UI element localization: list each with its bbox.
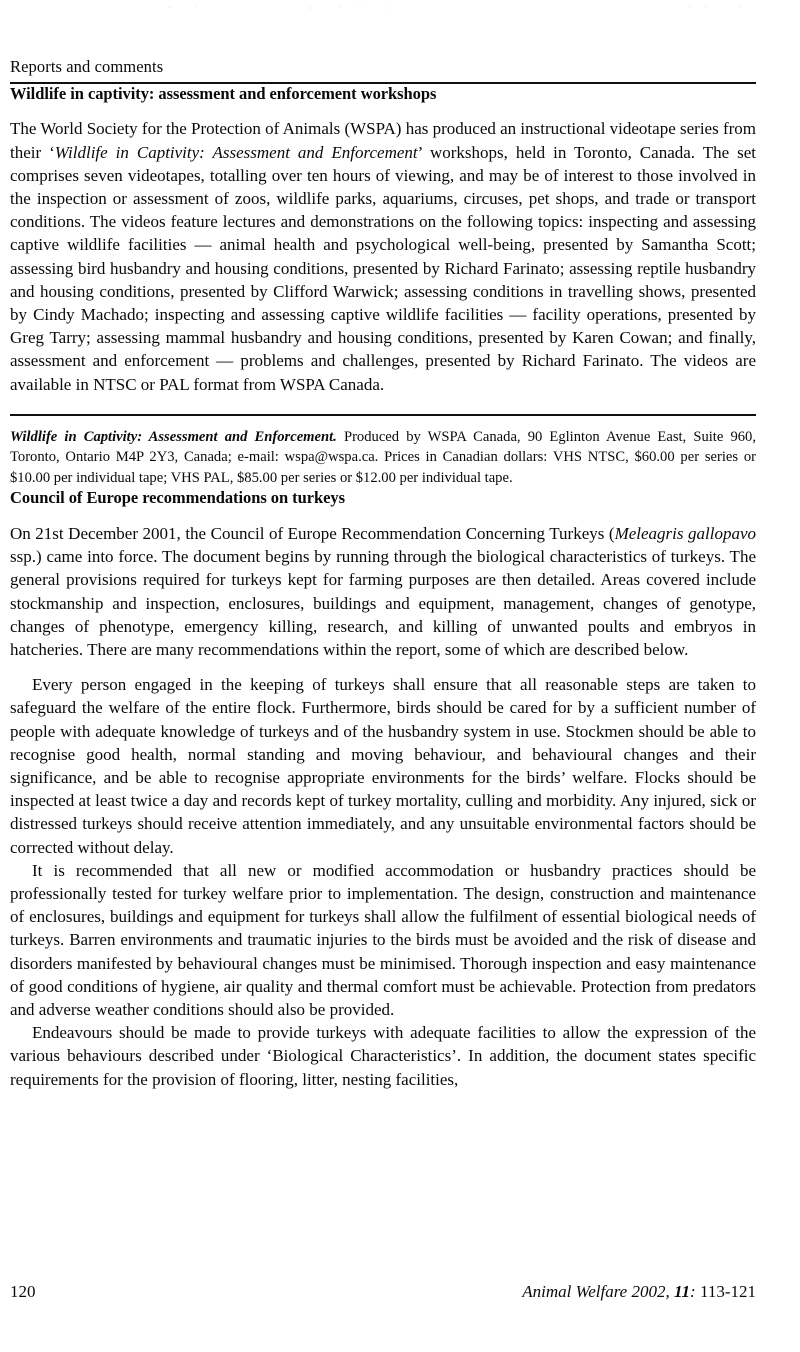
text-run-italic-species-name: Meleagris gallopavo [614,523,757,543]
section-title-council-europe-turkeys: Council of Europe recommendations on turkeys [10,488,345,508]
text-run: Endeavours should be made to provide turkeys with adequate facilities to allow the expression of the various behaviours described under ‘Biological Characteristics’. In addition, the document states specific requirements for the provision of flooring, litter, nesting facilities, [10,1023,756,1089]
page-content [10,0,756,1091]
text-run-italic-title: Wildlife in Captivity: Assessment and Enforcement [54,142,418,162]
text-run: It is recommended that all new or modified accommodation or husbandry practices should be professionally tested for turkey welfare prior to implementation. The design, construction and maintenance of enclosures, buildings and equipment for turkeys shall allow the fulfilment of essential biological needs of turkeys. Barren environments and traumatic injuries to the birds must be avoided and the risk of disease and disorders manifested by behavioural changes must be minimised. Thorough inspection and easy maintenance of good conditions of hygiene, air quality and thermal comfort must be achievable. Protection from predators and adverse weather conditions should also be provided. [10,860,756,1020]
paragraph-wspa-videotape-series [10,117,756,395]
text-run: ’ workshops, held in Toronto, Canada. The set comprises seven videotapes, totalling over ten hours of viewing, and may be of interest to those involved in the inspection or assessment of zoos, wildlife parks, aquariums, circuses, pet shops, and trade or transport conditions. The videos feature lectures and demonstrations on the following topics: inspecting and assessing captive wildlife facilities — animal health and psychological well-being, presented by Samantha Scott; assessing bird husbandry and housing conditions, presented by Richard Farinato; assessing reptile husbandry and housing conditions, presented by Clifford Warwick; assessing conditions in travelling shows, presented by Cindy Machado; inspecting and assessing captive wildlife facilities — facility operations, presented by Greg Tarry; assessing mammal husbandry and housing conditions, presented by Karen Cowan; and finally, assessment and enforcement — problems and challenges, presented by Richard Farinato. The videos are available in NTSC or PAL format from WSPA Canada. [10,142,756,394]
paragraph-endeavours-facilities [10,1021,756,1091]
journal-volume: 11 [673,1282,691,1301]
section-title-wildlife-captivity: Wildlife in captivity: assessment and enforcement workshops [10,83,437,103]
paragraph-recommendation-in-force [10,522,756,661]
paragraph-keeping-of-turkeys [10,673,756,859]
page-footer [10,1281,756,1302]
paragraph-accommodation-husbandry-practices [10,859,756,1021]
text-run: Every person engaged in the keeping of turkeys shall ensure that all reasonable steps are taken to safeguard the welfare of the entire flock. Furthermore, birds should be cared for by a sufficient number of people with adequate knowledge of turkeys and of the husbandry system in use. Stockmen should be able to recognise good health, normal standing and moving behaviour, and behavioural changes and their significance, and be able to recognise appropriate environments for the birds’ welfare. Flocks should be inspected at least twice a day and records kept of turkey mortality, culling and morbidity. Any injured, sick or distressed turkeys should receive attention immediately, and any unsuitable environmental factors should be corrected without delay. [10,675,756,857]
citation-block-wildlife-captivity [10,416,756,489]
text-run: On 21st December 2001, the Council of Europe Recommendation Concerning Turkeys ( [10,523,615,543]
citation-details: Produced by WSPA Canada, 90 Eglinton Avenue East, Suite 960, Toronto, Ontario M4P 2Y3, Canada; e-mail: wspa@wspa.ca. Prices in Canadian dollars: VHS NTSC, $60.00 per series or $10.00 per individual tape; VHS PAL, $85.00 per series or $12.00 per individual tape. [10,428,756,486]
text-run: ssp.) came into force. The document begins by running through the biological characteristics of turkeys. The general provisions required for turkeys kept for farming purposes are then detailed. Areas covered include stockmanship and inspection, enclosures, buildings and equipment, management, changes of genotype, changes of phenotype, emergency killing, research, and killing of unwanted poults and embryos in hatcheries. There are many recommendations within the report, some of which are described below. [10,547,756,659]
journal-name-year: Animal Welfare 2002, [522,1282,674,1301]
text-run: The World Society for the Protection of Animals (WSPA) has produced an instructional videotape series from their ‘ [10,119,756,162]
page-number: 120 [10,1282,36,1301]
journal-citation [522,1281,756,1302]
journal-page-range: 113-121 [699,1282,756,1301]
citation-title: Wildlife in Captivity: Assessment and Enforcement. [10,428,337,445]
journal-separator: : [690,1282,700,1301]
running-head: Reports and comments [10,57,164,76]
